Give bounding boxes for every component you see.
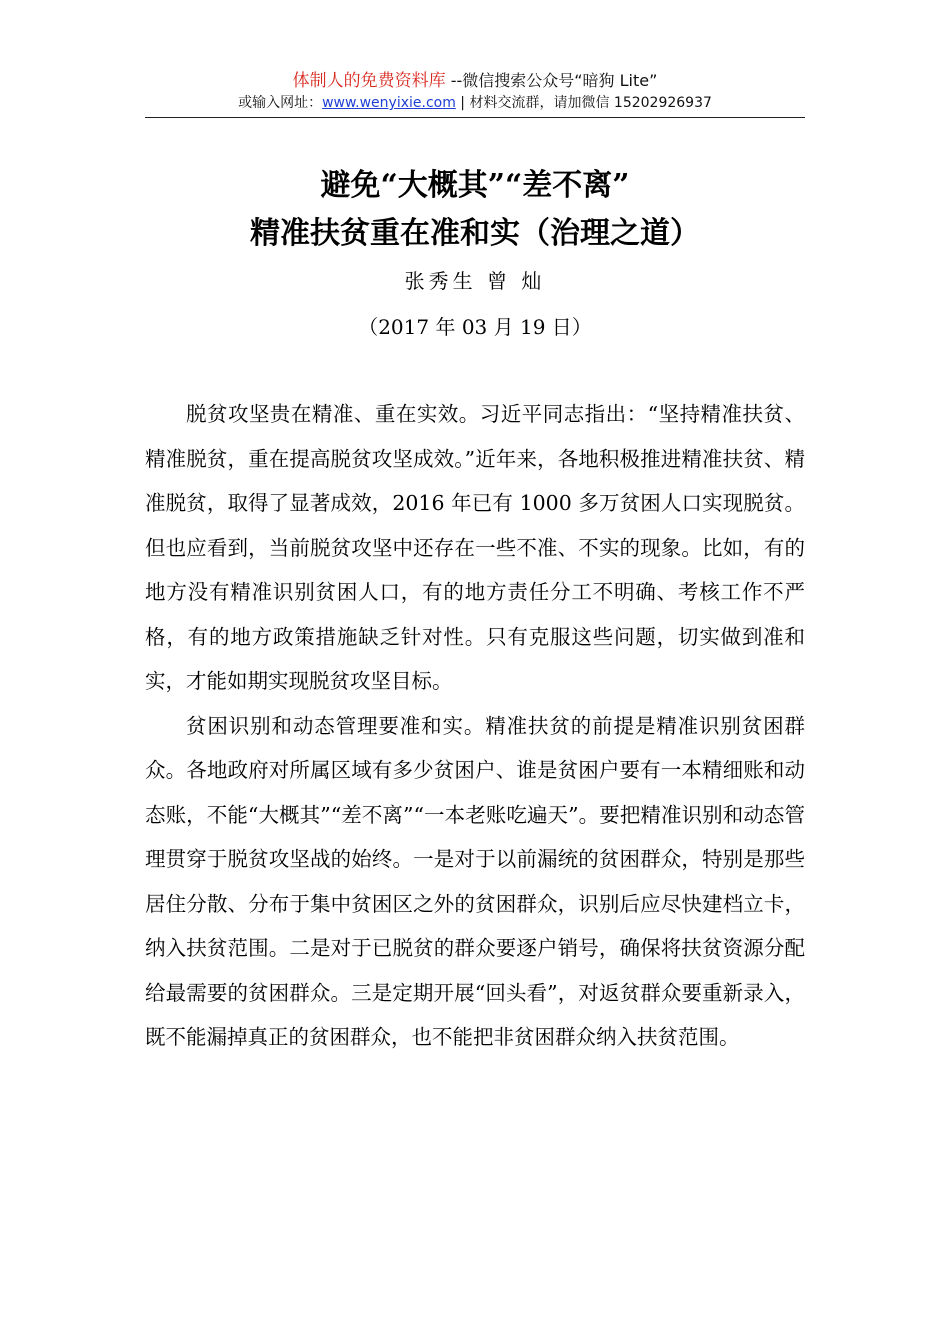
header-divider [145,117,805,118]
article-title [100,162,850,258]
header-line-1 [145,70,805,92]
header-brand: 体制人的免费资料库 [292,71,446,91]
title-line-2: 精准扶贫重在准和实（治理之道） [250,216,700,251]
article-authors: 张秀生 曾 灿 [404,269,546,293]
article-body [145,392,805,1060]
header-url-prefix: 或输入网址： [238,95,323,111]
header-brand-suffix: --微信搜索公众号“暗狗 Lite” [445,71,658,90]
page-header [145,70,805,114]
header-contact: | 材料交流群，请加微信 15202926937 [455,95,712,111]
paragraph: 贫困识别和动态管理要准和实。精准扶贫的前提是精准识别贫困群众。各地政府对所属区域有多少贫困户、谁是贫困户要有一本精细账和动态账，不能“大概其”“差不离”“一本老账吃遍天”。要把精准识别和动态管理贯穿于脱贫攻坚战的始终。一是对于以前漏统的贫困群众，特别是那些居住分散、分布于集中贫困区之外的贫困群众，识别后应尽快建档立卡，纳入扶贫范围。二是对于已脱贫的群众要逐户销号，确保将扶贫资源分配给最需要的贫困群众。三是定期开展“回头看”，对返贫群众要重新录入，既不能漏掉真正的贫困群众，也不能把非贫困群众纳入扶贫范围。 [145,713,805,1049]
title-line-1: 避免“大概其”“差不离” [320,168,630,203]
paragraph: 脱贫攻坚贵在精准、重在实效。习近平同志指出：“坚持精准扶贫、精准脱贫，重在提高脱贫攻坚成效。”近年来，各地积极推进精准扶贫、精准脱贫，取得了显著成效，2016 年已有 1000 多万贫困人口实现脱贫。但也应看到，当前脱贫攻坚中还存在一些不准、不实的现象。比如，有的地方没有精准识别贫困人口，有的地方责任分工不明确、考核工作不严格，有的地方政策措施缺乏针对性。只有克服这些问题，切实做到准和实，才能如期实现脱贫攻坚目标。 [145,402,805,693]
header-line-2 [145,92,805,114]
header-url-link[interactable]: www.wenyixie.com [322,95,456,111]
article-date: （2017 年 03 月 19 日） [358,315,592,339]
